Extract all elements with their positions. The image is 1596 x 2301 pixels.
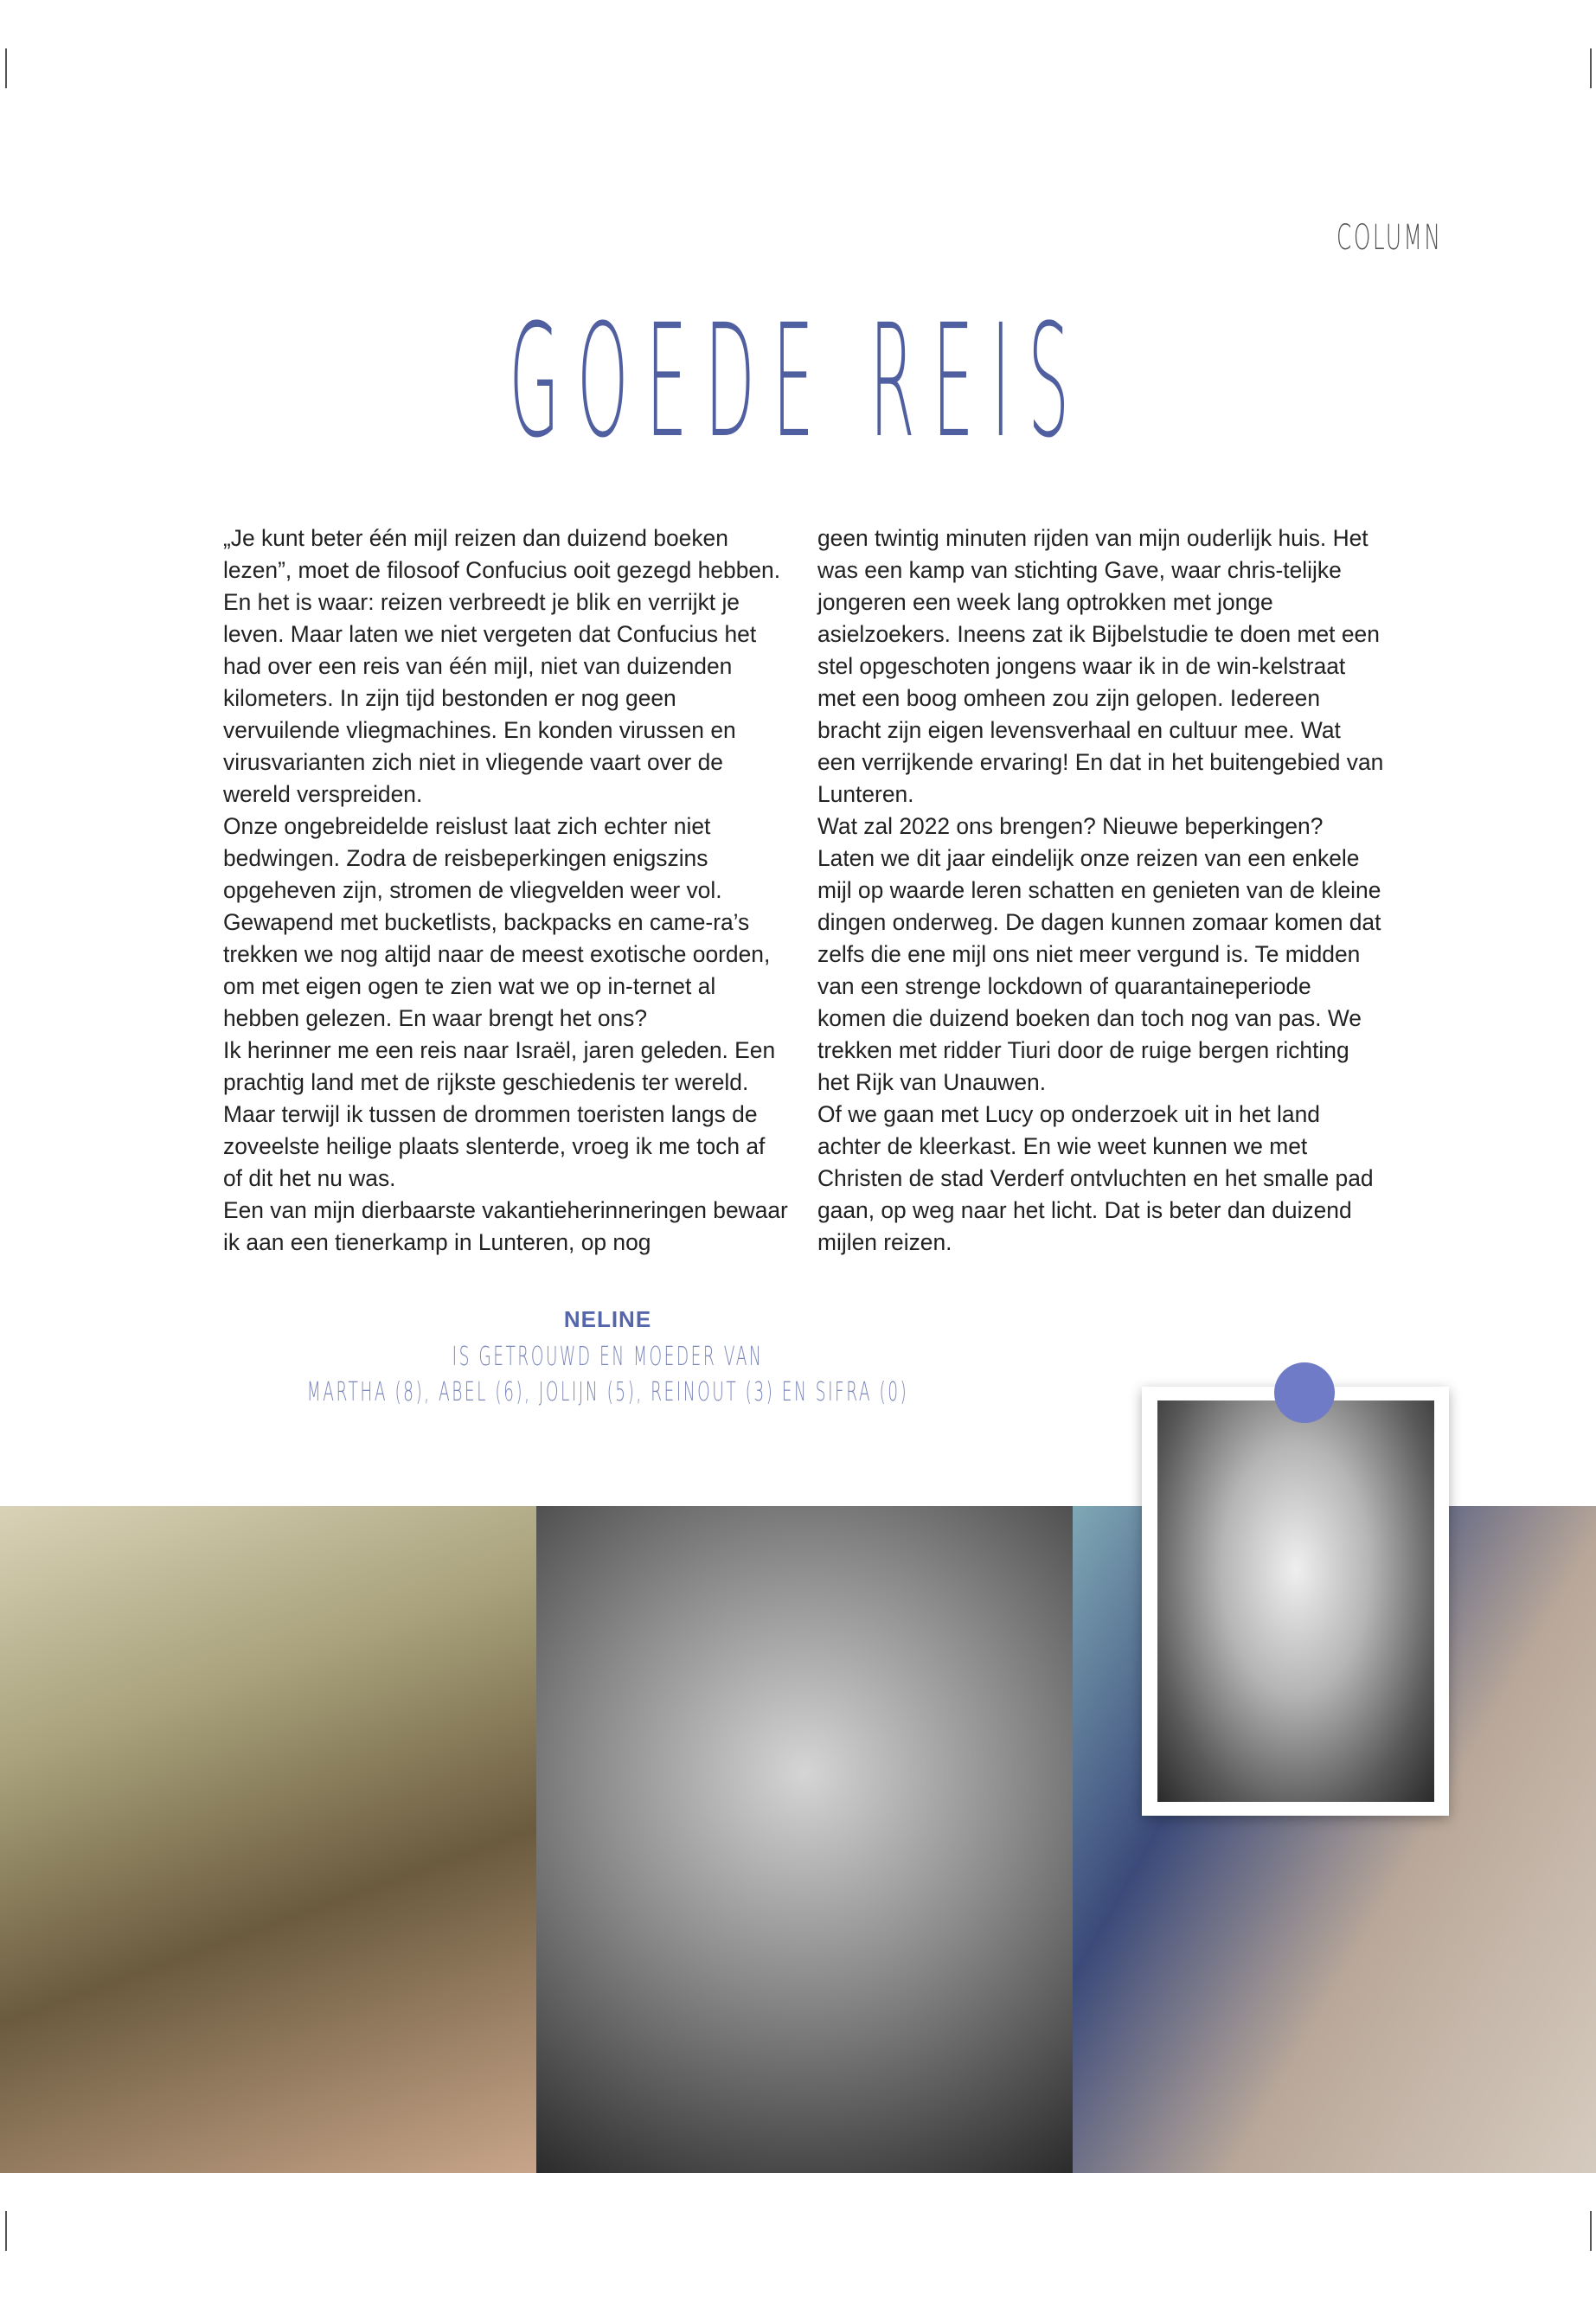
paragraph: „Je kunt beter één mijl reizen dan duizend boeken lezen”, moet de filosoof Confucius ooit gezegd hebben. En het is waar: reizen verbreedt je blik en verrijkt je leven. Maar laten we niet vergeten dat Confucius het had over een reis van één mijl, niet van duizenden kilometers. In zijn tijd bestonden er nog geen vervuilende vliegmachines. En konden virussen en virusvarianten zich niet in vliegende vaart over de wereld verspreiden. — [223, 525, 781, 807]
paragraph: Onze ongebreidelde reislust laat zich echter niet bedwingen. Zodra de reisbeperkingen enigszins opgeheven zijn, stromen de vliegvelden weer vol. Gewapend met bucketlists, backpacks en came-ra’s trekken we nog altijd naar de meest exotische oorden, om met eigen ogen te zien wat we op in-ternet al hebben gelezen. En waar brengt het ons? — [223, 813, 771, 1031]
crop-mark-bottom-left — [5, 2211, 7, 2251]
photo-mother-with-children — [0, 1506, 536, 2173]
section-label: COLUMN — [1336, 218, 1442, 258]
paragraph: Ik herinner me een reis naar Israël, jaren geleden. Een prachtig land met de rijkste geschiedenis ter wereld. Maar terwijl ik tussen de drommen toeristen langs de zoveelste heilige plaats slenterde, vroeg ik me toch af of dit het nu was. — [223, 1037, 776, 1191]
column-right — [817, 522, 1384, 1259]
article-title — [0, 292, 1596, 472]
pin-dot — [1274, 1362, 1335, 1423]
paragraph: Of we gaan met Lucy op onderzoek uit in het land achter de kleerkast. En wie weet kunnen we met Christen de stad Verderf ontvluchten en het smalle pad gaan, op weg naar het licht. Dat is beter dan duizend mijlen reizen. — [817, 1101, 1374, 1255]
author-bio-line-2: MARTHA (8), ABEL (6), JOLIJN (5), REINOUT (3) EN SIFRA (0) — [306, 1377, 909, 1407]
paragraph: Wat zal 2022 ons brengen? Nieuwe beperkingen? Laten we dit jaar eindelijk onze reizen van een enkele mijl op waarde leren schatten en genieten van de kleine dingen onderweg. De dagen kunnen zomaar komen dat zelfs die ene mijl ons niet meer vergund is. Te midden van een strenge lockdown of quarantaineperiode komen die duizend boeken dan toch nog van pas. We trekken met ridder Tiuri door de ruige bergen richting het Rijk van Unauwen. — [817, 813, 1381, 1095]
photo-childrens-feet — [536, 1506, 1073, 2173]
column-left — [223, 522, 790, 1259]
crop-mark-top-right — [1590, 48, 1592, 88]
crop-mark-bottom-right — [1590, 2211, 1592, 2251]
paragraph: geen twintig minuten rijden van mijn ouderlijk huis. Het was een kamp van stichting Gave, waar chris-telijke jongeren een week lang optrokken met jonge asielzoekers. Ineens zat ik Bijbelstudie te doen met een stel opgeschoten jongens waar ik in de win-kelstraat met een boog omheen zou zijn gelopen. Iedereen bracht zijn eigen levensverhaal en cultuur mee. Wat een verrijkende ervaring! En dat in het buitengebied van Lunteren. — [817, 525, 1384, 807]
author-bio-line-1: IS GETROUWD EN MOEDER VAN — [452, 1342, 764, 1372]
paragraph: Een van mijn dierbaarste vakantieherinneringen bewaar ik aan een tienerkamp in Lunteren, op nog — [223, 1197, 788, 1255]
crop-mark-top-left — [5, 48, 7, 88]
author-portrait-frame — [1142, 1387, 1449, 1816]
author-portrait-photo — [1157, 1400, 1434, 1802]
article-title-text: GOEDE REIS — [509, 292, 1087, 472]
author-name: NELINE — [563, 1306, 652, 1332]
